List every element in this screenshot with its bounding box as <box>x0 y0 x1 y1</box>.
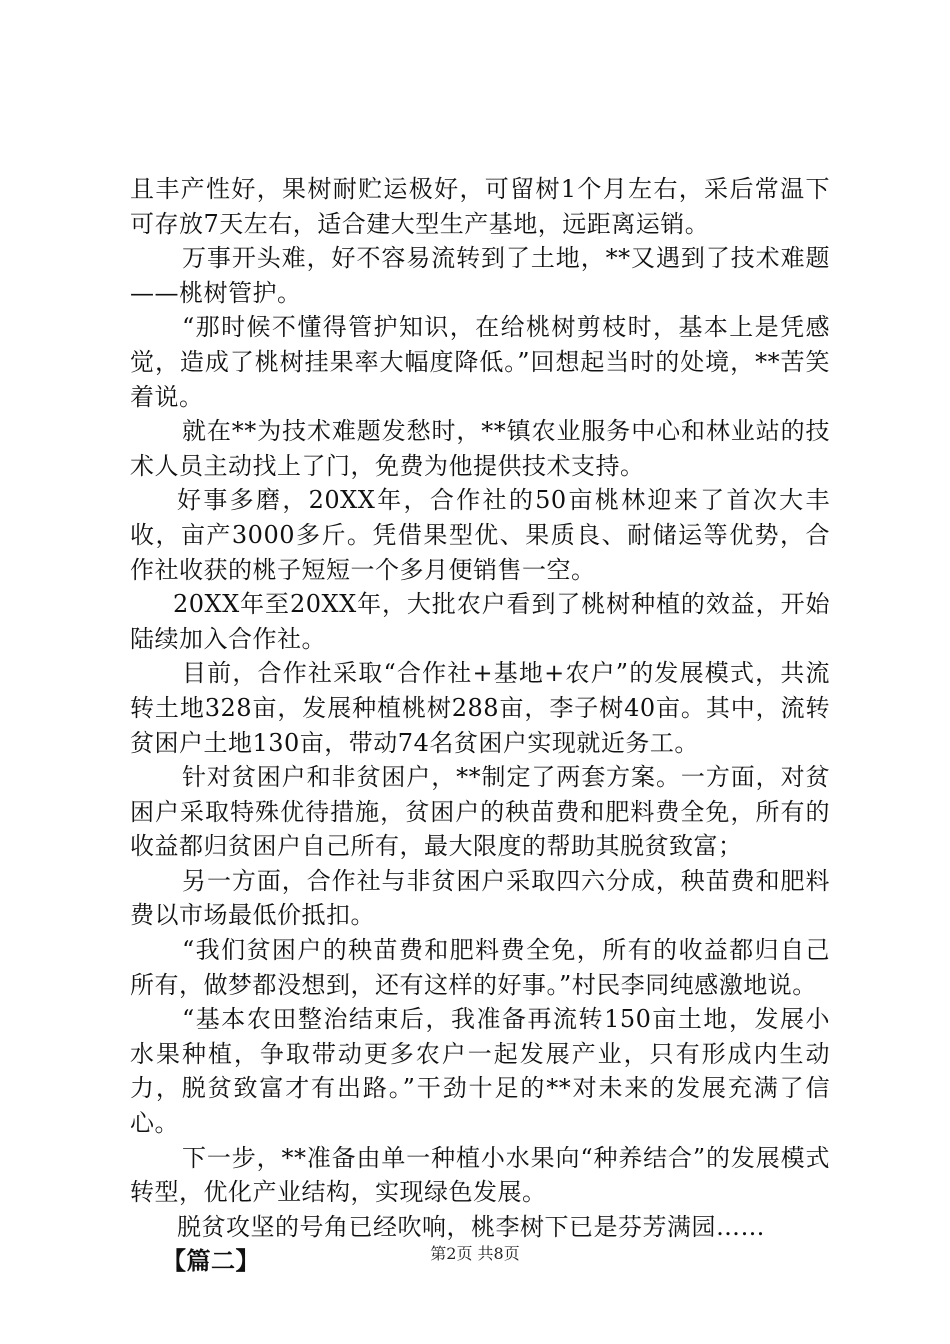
section-heading: 【篇二】 <box>162 1246 260 1276</box>
paragraph: 就在**为技术难题发愁时，**镇农业服务中心和林业站的技术人员主动找上了门，免费为他提供技术支持。 <box>130 417 830 480</box>
paragraph-continuation: 且丰产性好，果树耐贮运极好，可留树1个月左右，采后常温下可存放7天左右，适合建大型生产基地，远距离运销。 <box>130 175 830 238</box>
paragraph: 万事开头难，好不容易流转到了土地，**又遇到了技术难题——桃树管护。 <box>130 244 830 307</box>
paragraph: 20XX年至20XX年，大批农户看到了桃树种植的效益，开始陆续加入合作社。 <box>130 590 830 653</box>
document-body <box>130 172 830 1279</box>
paragraph: 目前，合作社采取“合作社+基地+农户”的发展模式，共流转土地328亩，发展种植桃树288亩，李子树40亩。其中，流转贫困户土地130亩，带动74名贫困户实现就近务工。 <box>130 659 830 757</box>
paragraph: “我们贫困户的秧苗费和肥料费全免，所有的收益都归自己所有，做梦都没想到，还有这样的好事。”村民李同纯感激地说。 <box>130 936 830 999</box>
page-number-footer: 第2页 共8页 <box>430 1244 520 1263</box>
paragraph: 针对贫困户和非贫困户，**制定了两套方案。一方面，对贫困户采取特殊优待措施，贫困户的秧苗费和肥料费全免，所有的收益都归贫困户自己所有，最大限度的帮助其脱贫致富； <box>130 763 830 861</box>
paragraph: 下一步，**准备由单一种植小水果向“种养结合”的发展模式转型，优化产业结构，实现绿色发展。 <box>130 1143 830 1207</box>
paragraph: 好事多磨，20XX年，合作社的50亩桃林迎来了首次大丰收，亩产3000多斤。凭借果型优、果质良、耐储运等优势，合作社收获的桃子短短一个多月便销售一空。 <box>130 486 830 584</box>
paragraph: 另一方面，合作社与非贫困户采取四六分成，秧苗费和肥料费以市场最低价抵扣。 <box>130 866 830 930</box>
paragraph: “那时候不懂得管护知识，在给桃树剪枝时，基本上是凭感觉，造成了桃树挂果率大幅度降低。”回想起当时的处境，**苦笑着说。 <box>130 313 830 411</box>
paragraph: “基本农田整治结束后，我准备再流转150亩土地，发展小水果种植，争取带动更多农户一起发展产业，只有形成内生动力，脱贫致富才有出路。”干劲十足的**对未来的发展充满了信心。 <box>130 1005 830 1138</box>
paragraph: 脱贫攻坚的号角已经吹响，桃李树下已是芬芳满园…… <box>177 1212 765 1241</box>
